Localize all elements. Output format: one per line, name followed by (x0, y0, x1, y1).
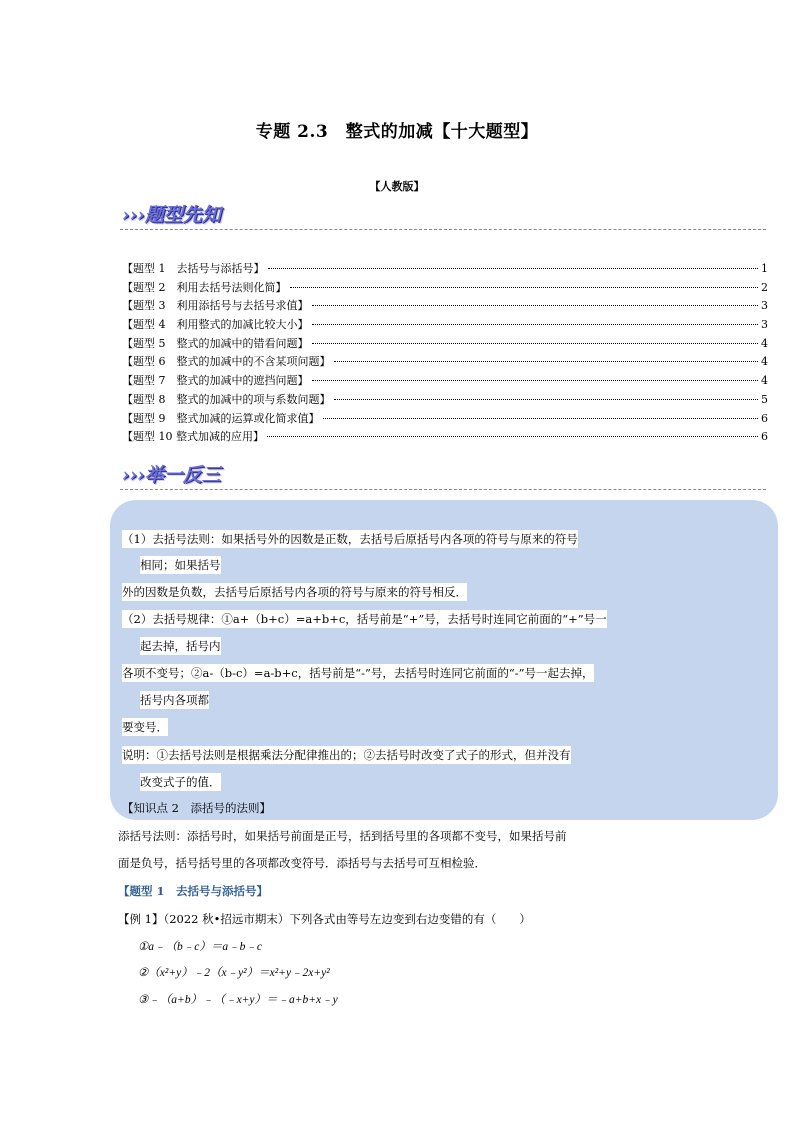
toc-row[interactable] (122, 260, 768, 279)
knowledge-line: 要变号． (122, 720, 168, 734)
table-of-contents (122, 260, 768, 447)
knowledge-line: （2）去括号规律：①a+（b+c）=a+b+c，括号前是“+”号，去括号时连同它前面的“+”号一 (122, 612, 607, 626)
toc-row[interactable] (122, 279, 768, 298)
toc-leader-dots (323, 418, 759, 419)
toc-row[interactable] (122, 372, 768, 391)
toc-page-number: 6 (761, 430, 768, 444)
page-title: 专题 2.3 整式的加减【十大题型】 (255, 122, 539, 142)
option-item: ③﹣（a+b）﹣（﹣x+y）＝﹣a+b+x﹣y (138, 994, 338, 1006)
toc-row[interactable] (122, 410, 768, 429)
toc-page-number: 1 (761, 262, 768, 275)
toc-label: 【题型 1 去括号与添括号】 (122, 262, 265, 275)
toc-label: 【题型 3 利用添括号与去括号求值】 (122, 299, 309, 313)
knowledge-line: 外的因数是负数，去括号后原括号内各项的符号与原来的符号相反． (122, 585, 467, 599)
toc-leader-dots (268, 268, 759, 269)
toc-page-number: 6 (761, 411, 768, 425)
option-item: ②（x²+y）﹣2（x﹣y²）＝x²+y﹣2x+y² (138, 967, 330, 979)
toc-leader-dots (334, 399, 759, 400)
divider (120, 489, 766, 490)
edition-label: 【人教版】 (369, 180, 425, 193)
toc-label: 【题型 2 利用去括号法则化简】 (122, 280, 287, 294)
toc-label: 【题型 8 整式的加减中的项与系数问题】 (122, 392, 331, 406)
toc-page-number: 4 (761, 374, 768, 388)
knowledge-box (110, 500, 778, 820)
toc-label: 【题型 10 整式加减的应用】 (122, 430, 264, 444)
toc-leader-dots (267, 436, 758, 437)
section-heading: 【题型 1 去括号与添括号】 (118, 884, 269, 898)
toc-leader-dots (312, 305, 759, 306)
toc-row[interactable] (122, 297, 768, 316)
divider (120, 229, 766, 230)
knowledge-line: 改变式子的值． (140, 775, 221, 789)
body-line: 添括号法则：添括号时，如果括号前面是正号，括到括号里的各项都不变号，如果括号前 (118, 829, 567, 843)
toc-page-number: 3 (761, 299, 768, 313)
knowledge-line: （1）去括号法则：如果括号外的因数是正数，去括号后原括号内各项的符号与原来的符号 (122, 532, 578, 546)
toc-label: 【题型 6 整式的加减中的不含某项问题】 (122, 355, 331, 369)
toc-label: 【题型 4 利用整式的加减比较大小】 (122, 318, 309, 332)
toc-label: 【题型 5 整式的加减中的错看问题】 (122, 336, 309, 350)
toc-page-number: 3 (761, 318, 768, 332)
toc-page-number: 2 (761, 280, 768, 294)
toc-row[interactable] (122, 335, 768, 354)
toc-leader-dots (312, 380, 759, 381)
banner-practice: ›››举一反三 (122, 464, 221, 486)
toc-label: 【题型 7 整式的加减中的遮挡问题】 (122, 374, 309, 388)
toc-leader-dots (312, 324, 759, 325)
knowledge-line: 各项不变号；②a-（b-c）=a-b+c，括号前是“-”号，去括号时连同它前面的“-”号一起去掉， (122, 666, 594, 680)
toc-page-number: 5 (761, 392, 768, 406)
knowledge-line: 相同；如果括号 (140, 558, 221, 572)
toc-page-number: 4 (761, 355, 768, 369)
toc-row[interactable] (122, 316, 768, 335)
body-line: 面是负号，括号括号里的各项都改变符号．添括号与去括号可互相检验． (118, 856, 486, 870)
toc-leader-dots (334, 361, 759, 362)
banner-toc: ›››题型先知 (122, 204, 221, 226)
toc-leader-dots (290, 287, 759, 288)
knowledge-line: 括号内各项都 (140, 693, 209, 707)
toc-row[interactable] (122, 391, 768, 410)
toc-page-number: 4 (761, 336, 768, 350)
knowledge-line: 起去掉，括号内 (140, 639, 221, 653)
toc-label: 【题型 9 整式加减的运算或化简求值】 (122, 411, 320, 425)
knowledge-point-2-heading: 【知识点 2 添括号的法则】 (122, 801, 271, 815)
option-item: ①a﹣（b﹣c）＝a﹣b﹣c (138, 941, 263, 953)
toc-row[interactable] (122, 353, 768, 372)
example-question: 【例 1】（2022 秋•招远市期末）下列各式由等号左边变到右边变错的有（ ） (118, 912, 531, 926)
toc-row[interactable] (122, 428, 768, 447)
toc-leader-dots (312, 343, 759, 344)
knowledge-line: 说明：①去括号法则是根据乘法分配律推出的；②去括号时改变了式子的形式，但并没有 (122, 748, 571, 762)
